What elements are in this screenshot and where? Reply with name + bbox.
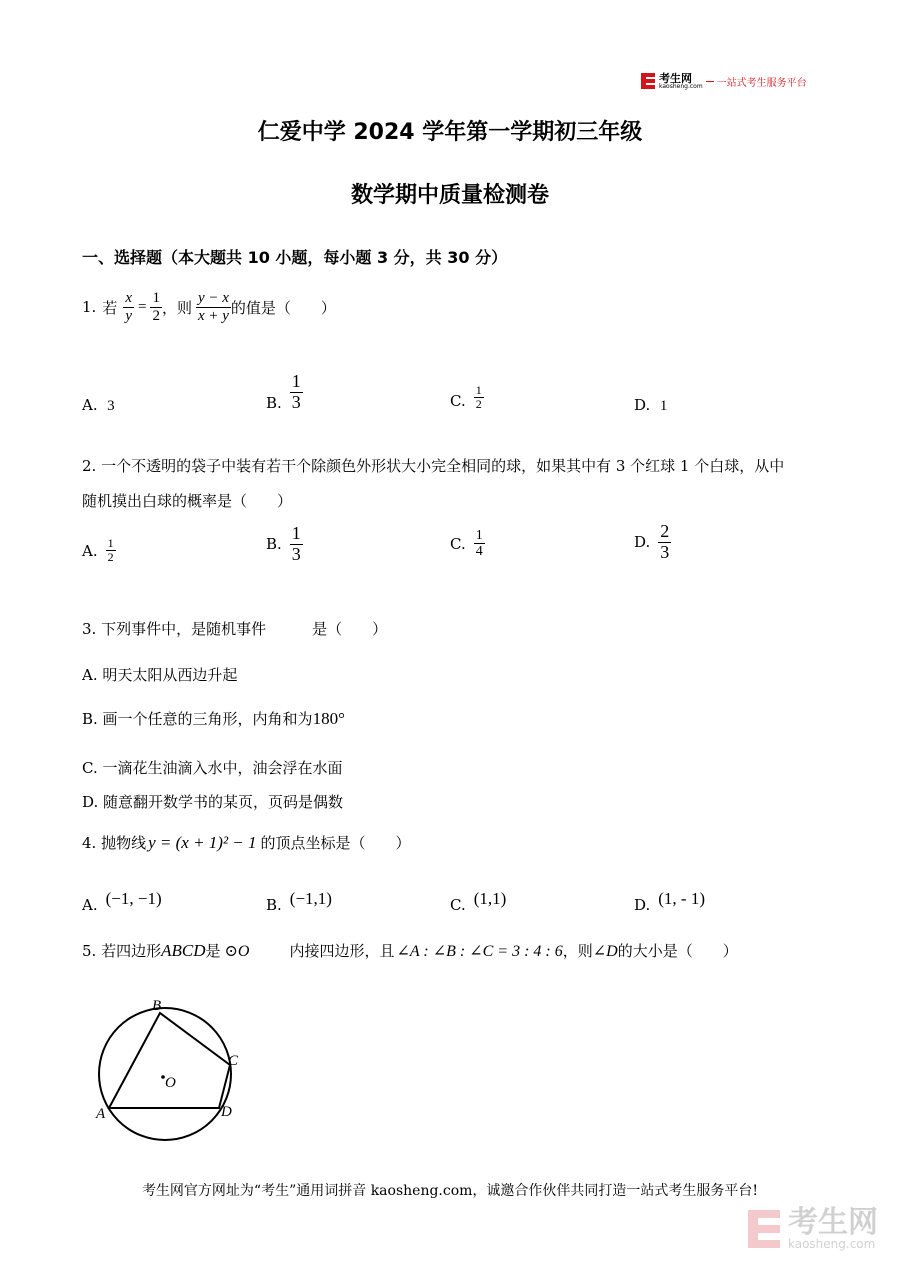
watermark-logo-icon	[746, 1208, 782, 1250]
q1-option-a: A. 3	[82, 396, 115, 414]
question-3-stem: 3. 下列事件中，是随机事件 是（ ）	[82, 620, 388, 638]
q4-option-c: C. (1,1)	[450, 889, 507, 914]
label-d: D	[221, 1104, 232, 1120]
section-heading-choice: 一、选择题（本大题共 10 小题，每小题 3 分，共 30 分）	[82, 248, 508, 267]
footer-note: 考生网官方网址为“考生”通用词拼音 kaosheng.com，诚邀合作伙伴共同打造一站式考生服务平台!	[141, 1183, 759, 1199]
label-a: A	[96, 1106, 106, 1122]
question-5-stem: 5. 若四边形 ABCD 是 ⊙O 内接四边形，且 ∠A : ∠B : ∠C = 3 : 4 : 6 ，则 ∠D 的大小是（ ）	[82, 940, 738, 960]
label-c: C	[228, 1053, 239, 1069]
question-4-stem: 4. 抛物线 y = (x + 1)² − 1 的顶点坐标是（ ）	[82, 832, 411, 852]
watermark-domain: kaosheng.com	[788, 1237, 876, 1251]
q4-option-a: A. (−1, −1)	[82, 889, 162, 914]
q1-equals: =	[138, 298, 147, 315]
q1-fraction-expression: $\frac{y - x}{x + y}$	[197, 290, 229, 324]
q3-option-c: C. 一滴花生油滴入水中，油会浮在水面	[82, 759, 343, 777]
inscribed-quadrilateral-figure	[90, 990, 250, 1150]
question-2-stem-line1: 2. 一个不透明的袋子中装有若干个除颜色外形状大小完全相同的球，如果其中有 3 个红球 1 个白球，从中	[82, 457, 785, 475]
question-2-stem-line2: 随机摸出白球的概率是（ ）	[82, 492, 293, 510]
q4-option-d: D. (1, - 1)	[634, 889, 705, 914]
q2-option-a: A. $\frac{1}{2}$	[82, 536, 114, 565]
q1-fraction-x-over-y: $\frac{x}{y}$	[125, 290, 132, 324]
q1-fraction-one-half: $\frac{1}{2}$	[152, 290, 160, 324]
watermark	[746, 1205, 878, 1251]
q2-option-d: D. $\frac{2}{3}$	[634, 521, 670, 562]
q1-pre: 若	[102, 298, 118, 317]
kaosheng-logo-icon	[640, 72, 656, 90]
q4-option-b: B. (−1,1)	[266, 889, 332, 914]
header-slogan: 一站式考生服务平台	[716, 77, 807, 89]
q4-formula: y = (x + 1)² − 1	[148, 832, 257, 852]
logo-domain: kaosheng.com	[659, 82, 703, 90]
watermark-name: 考生网	[788, 1205, 878, 1240]
logo-name: 考生网	[659, 71, 692, 85]
header-logo	[640, 72, 807, 90]
question-1-stem	[82, 290, 336, 324]
q1-option-d: D. 1	[634, 396, 668, 414]
q1-number: 1.	[82, 298, 97, 316]
q1-mid: ，则	[161, 298, 192, 317]
q3-option-a: A. 明天太阳从西边升起	[82, 666, 238, 684]
q3-option-b: B. 画一个任意的三角形，内角和为180°	[82, 709, 345, 728]
q1-option-b: B. $\frac{1}{3}$	[266, 371, 301, 413]
q2-option-c: C. $\frac{1}{4}$	[450, 528, 483, 560]
page-title-line1: 仁爱中学 2024 学年第一学期初三年级	[257, 120, 643, 145]
circle-o	[99, 1008, 231, 1140]
q3-option-d: D. 随意翻开数学书的某页，页码是偶数	[82, 793, 344, 811]
q2-option-b: B. $\frac{1}{3}$	[266, 523, 301, 564]
label-o: O	[165, 1075, 176, 1091]
page-title-line2: 数学期中质量检测卷	[350, 183, 549, 208]
label-b: B	[152, 998, 162, 1014]
q1-option-c: C. $\frac{1}{2}$	[450, 383, 482, 412]
q1-post: 的值是（ ）	[230, 298, 336, 317]
